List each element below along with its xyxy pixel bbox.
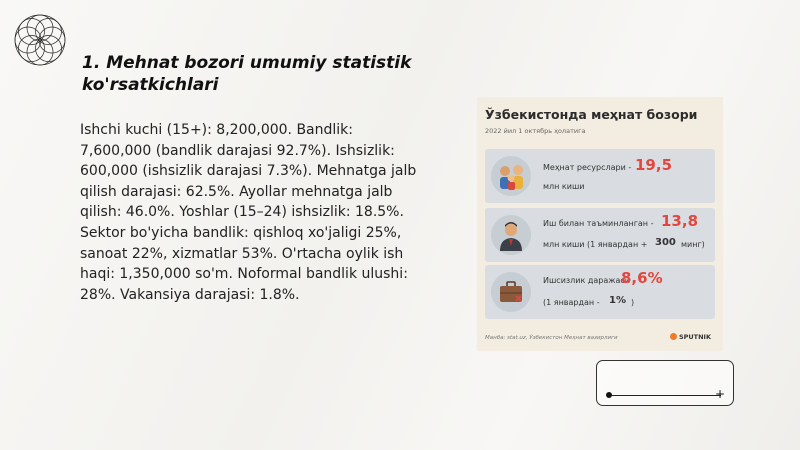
- family-icon: [491, 156, 531, 196]
- stat-unit: млн киши: [543, 182, 585, 191]
- infographic-title: Ўзбекистонда меҳнат бозори: [485, 107, 698, 122]
- stat-change-value: 300: [655, 237, 676, 248]
- infographic-source: Манба: stat.uz, Ўзбекистон Меҳнат вазирлиги: [485, 335, 618, 341]
- media-timeline[interactable]: [609, 395, 721, 396]
- worker-icon: [491, 215, 531, 255]
- slide-body-text: Ishchi kuchi (15+): 8,200,000. Bandlik: 7,600,000 (bandlik darajasi 92.7%). Ishsizlik: 600,000 (ishsizlik darajasi 7.3%). Mehnatga jalb qilish darajasi: 62.5%. Ayollar mehnatga jalb qilish: 46.0%. Yoshlar (15–24) ishsizlik: 18.5%. Sektor bo'yicha bandlik: qishloq xo'jaligi 25%, sanoat 22%, xizmatlar 53%. O'rtacha oylik ish haqi: 1,350,000 so'm. Noformal bandlik ulushi: 28%. Vakansiya darajasi: 1.8%.: [80, 122, 417, 303]
- stat-change-value: 1%: [609, 295, 626, 306]
- end-marker-icon[interactable]: +: [714, 387, 725, 401]
- stat-unit: (1 январдан -: [543, 298, 600, 307]
- brand-name: SPUTNIK: [678, 333, 711, 341]
- play-marker-icon[interactable]: [606, 392, 612, 398]
- stat-change-unit: ): [631, 298, 635, 307]
- stat-card-labor-resources: [485, 149, 715, 203]
- geometric-logo-icon: [4, 4, 76, 76]
- sputnik-dot-icon: [670, 333, 677, 340]
- stat-value: 19,5: [635, 156, 673, 174]
- sputnik-logo: [670, 333, 711, 341]
- stat-label: Иш билан таъминланган -: [543, 219, 654, 228]
- stat-label: Меҳнат ресурслари -: [543, 163, 632, 172]
- infographic-subtitle: 2022 йил 1 октябрь ҳолатига: [485, 127, 586, 135]
- briefcase-icon: [491, 272, 531, 312]
- stat-card-employed: [485, 208, 715, 262]
- stat-change-unit: минг): [681, 240, 705, 249]
- infographic-image: [477, 97, 723, 351]
- stat-value: 13,8: [661, 212, 699, 230]
- stat-value: 8,6%: [621, 269, 663, 287]
- stat-label: Ишсизлик даражаси -: [543, 276, 636, 285]
- slide-title: 1. Mehnat bozori umumiy statistik ko'rsatkichlari: [82, 53, 412, 95]
- media-player-controls[interactable]: [596, 360, 734, 406]
- stat-unit: млн киши (1 январдан +: [543, 240, 648, 249]
- stat-card-unemployment: [485, 265, 715, 319]
